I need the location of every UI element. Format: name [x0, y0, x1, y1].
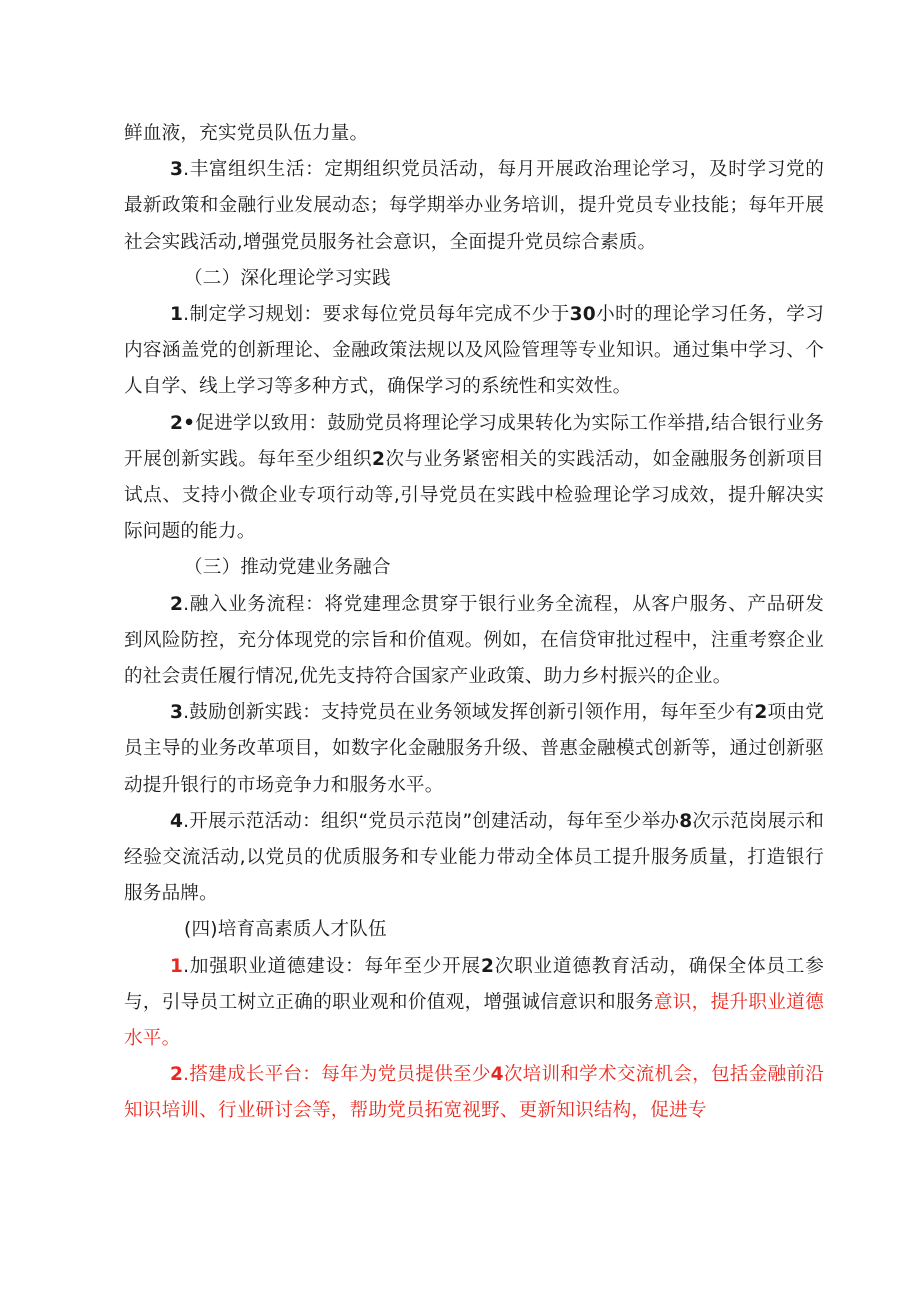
- paragraph-text: .制定学习规划：要求每位党员每年完成不少于: [183, 304, 570, 326]
- item-number: 2: [170, 593, 184, 615]
- paragraph-item-growth-platform: [124, 1057, 824, 1129]
- bold-figure: 8: [679, 810, 693, 832]
- paragraph-item-ethics: [124, 949, 824, 1058]
- paragraph-text: 促进学以致用：鼓励党员将理论学习成果转化为实际工作举措,结合银行业务开展创新实践。每年至少组织: [124, 412, 824, 470]
- item-number: 2: [170, 1064, 184, 1086]
- paragraph-text: .开展示范活动：组织“党员示范岗”创建活动，每年至少举办: [183, 810, 680, 832]
- heading-text: （二）深化理论学习实践: [184, 267, 391, 289]
- paragraph-text: 鲜血液，充实党员队伍力量。: [124, 123, 369, 144]
- item-number: 1: [170, 955, 184, 977]
- paragraph-text: 次示范岗展示和经验交流活动,以党员的优质服务和专业能力带动全体员工提升服务质量，打造银行服务品牌。: [124, 810, 824, 905]
- paragraph-item-study-plan: [124, 297, 824, 406]
- highlighted-text: 意识，提升职业道德水平。: [124, 991, 824, 1050]
- paragraph-text: .鼓励创新实践：支持党员在业务领域发挥创新引领作用，每年至少有: [183, 702, 755, 724]
- paragraph-text: 项由党员主导的业务改革项目，如数字化金融服务升级、普惠金融模式创新等，通过创新驱动提升银行的市场竞争力和服务水平。: [124, 702, 824, 796]
- section-heading-3: [124, 550, 824, 586]
- heading-text: （三）推动党建业务融合: [184, 557, 391, 579]
- paragraph-item-integrate-process: [124, 587, 824, 696]
- bold-figure: 2: [372, 448, 386, 470]
- bold-figure: 2: [480, 955, 495, 977]
- paragraph-text: .丰富组织生活：定期组织党员活动，每月开展政治理论学习，及时学习党的最新政策和金融行业发展动态；每学期举办业务培训，提升党员专业技能；每年开展社会实践活动,增强党员服务社会意识，全面提升党员综合素质。: [124, 159, 824, 253]
- paragraph-text: 次与业务紧密相关的实践活动，如金融服务创新项目试点、支持小微企业专项行动等,引导党员在实践中检验理论学习成效，提升解决实际问题的能力。: [124, 448, 824, 543]
- paragraph-text: .搭建成长平台：每年为党员提供至少: [183, 1064, 491, 1086]
- paragraph-text: 次培训和学术交流机会，包括金融前沿知识培训、行业研讨会等，帮助党员拓宽视野、更新知识结构，促进专: [124, 1064, 824, 1122]
- section-heading-2: [124, 261, 824, 297]
- paragraph-text: 小时的理论学习任务，学习内容涵盖党的创新理论、金融政策法规以及风险管理等专业知识。通过集中学习、个人自学、线上学习等多种方式，确保学习的系统性和实效性。: [124, 304, 824, 398]
- paragraph-item-demonstration: [124, 804, 824, 913]
- document-body: [124, 116, 824, 1130]
- paragraph-continuation: [124, 116, 824, 152]
- bold-figure: 2: [754, 702, 768, 724]
- paragraph-text: .融入业务流程：将党建理念贯穿于银行业务全流程，从客户服务、产品研发到风险防控，充分体现党的宗旨和价值观。例如，在信贷审批过程中，注重考察企业的社会责任履行情况,优先支持符合国家产业政策、助力乡村振兴的企业。: [124, 593, 824, 688]
- section-heading-4: [124, 912, 824, 948]
- item-number: 3: [170, 159, 184, 181]
- paragraph-item-apply-learning: [124, 406, 824, 551]
- paragraph-item-enrich-organization-life: [124, 152, 824, 261]
- paragraph-text: 次职业道德教育活动，确保全体员工参与，引导员工树立正确的职业观和价值观，增强诚信意识和服务: [124, 955, 824, 1013]
- item-number: 4: [170, 810, 184, 832]
- paragraph-item-encourage-innovation: [124, 695, 824, 804]
- item-number: 3: [170, 702, 184, 724]
- item-number: 1: [170, 304, 184, 326]
- bold-figure: 30: [569, 304, 596, 326]
- paragraph-text: .加强职业道德建设：每年至少开展: [183, 955, 481, 977]
- item-number: 2•: [170, 412, 196, 434]
- heading-text: (四)培育高素质人才队伍: [184, 919, 387, 941]
- bold-figure: 4: [490, 1064, 504, 1086]
